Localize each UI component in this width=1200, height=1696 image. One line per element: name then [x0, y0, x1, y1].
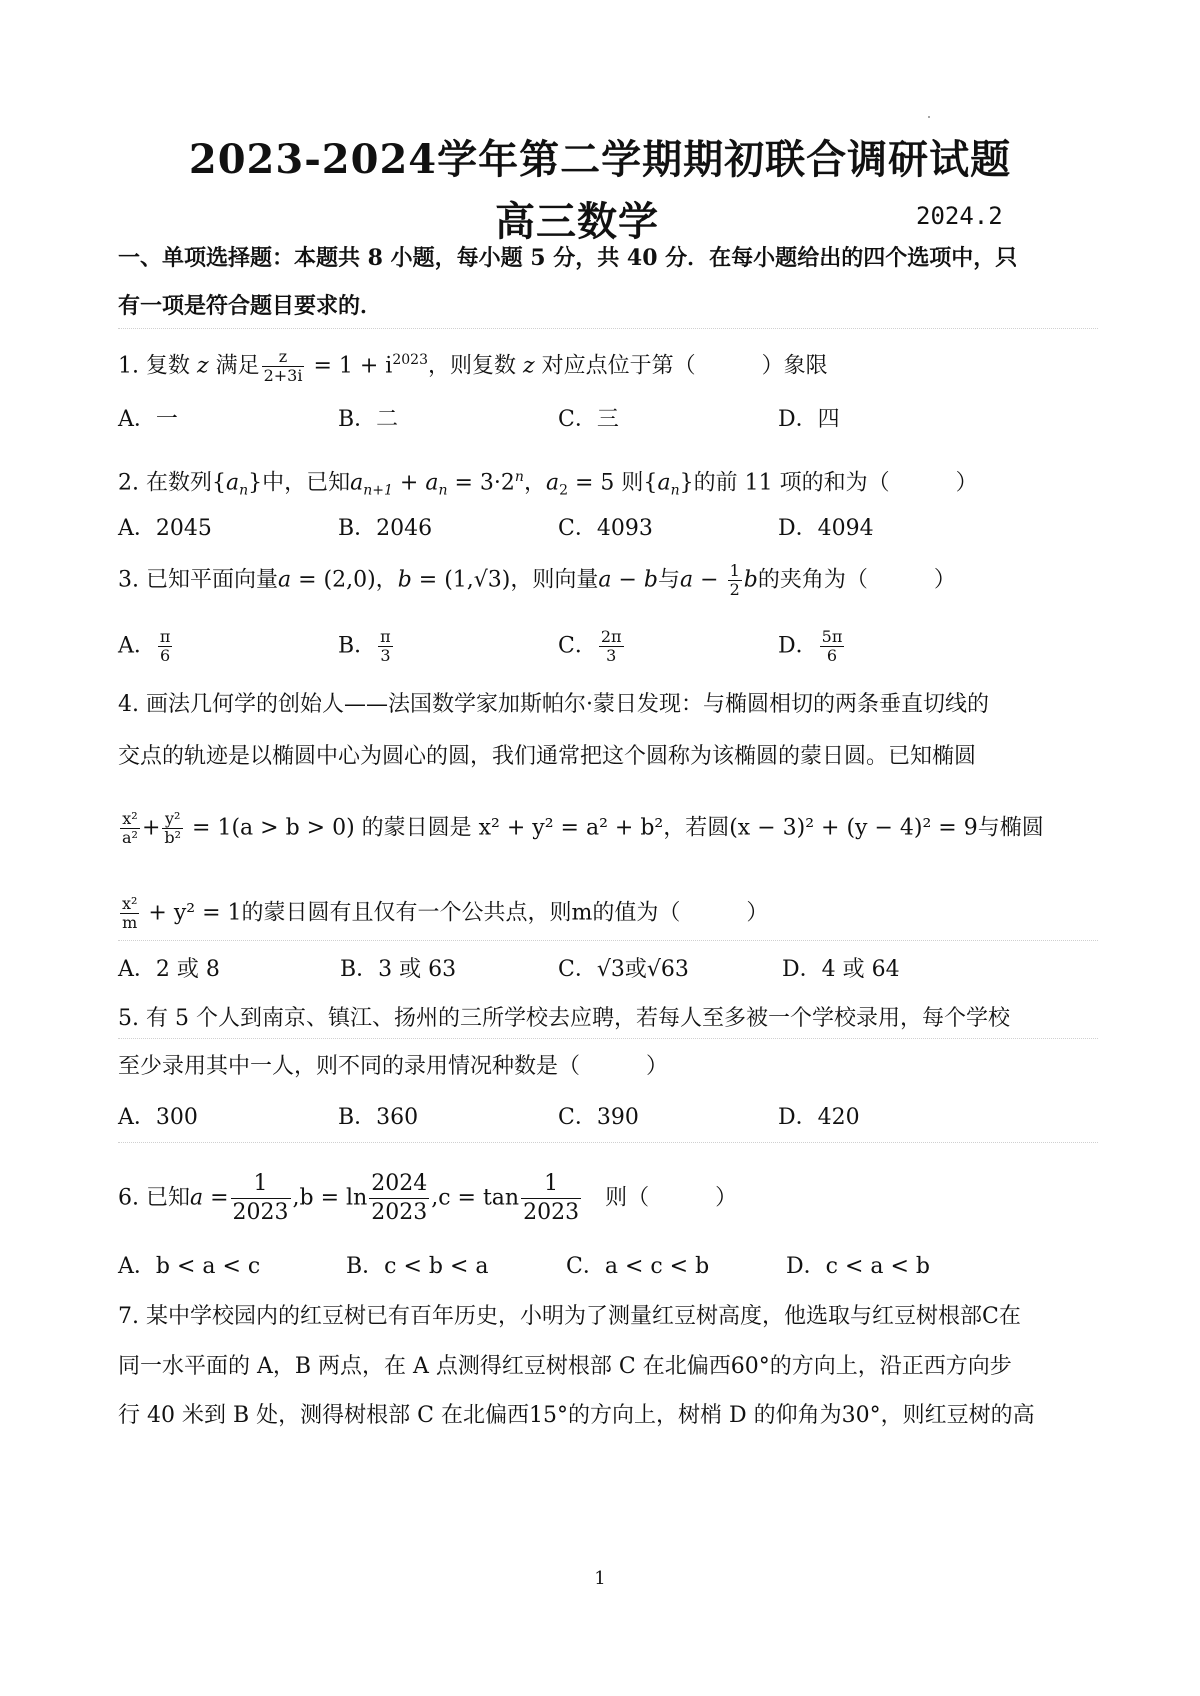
q4-option-d: D．4 或 64: [782, 957, 900, 982]
exam-date: 2024.2: [916, 202, 1003, 230]
q5-option-d: D．420: [778, 1105, 860, 1130]
q6-option-b: B．c < b < a: [346, 1254, 489, 1279]
q6-option-a: A．b < a < c: [118, 1254, 261, 1279]
dotted-divider: [118, 1142, 1098, 1143]
q3-option-c: C． $\frac{2\pi}{3}$: [558, 627, 622, 665]
q5-option-a: A．300: [118, 1105, 198, 1130]
q2-option-a: A．2045: [118, 516, 212, 541]
section-1-line-1: 一、单项选择题：本题共 8 小题，每小题 5 分，共 40 分．在每小题给出的四个选项中，只: [118, 245, 1018, 271]
scan-speck: [928, 116, 930, 118]
q4-option-c: C．√3或√63: [558, 957, 689, 982]
question-4-line-1: 4. 画法几何学的创始人——法国数学家加斯帕尔·蒙日发现：与椭圆相切的两条垂直切线的: [118, 692, 989, 717]
q1-option-b: B．二: [338, 407, 399, 432]
question-1: 1. 复数 z 满足 $\frac{z}{2+3i}$ = $1 + i^{2023}$，则复数 z 对应点位于第（ ）象限: [118, 346, 828, 385]
question-7-line-3: 行 40 米到 B 处，测得树根部 C 在北偏西15°的方向上，树梢 D 的仰角为30°，则红豆树的高: [118, 1403, 1035, 1428]
dotted-divider: [118, 1038, 1098, 1039]
question-7-line-2: 同一水平面的 A，B 两点，在 A 点测得红豆树根部 C 在北偏西60°的方向上，沿正西方向步: [118, 1354, 1012, 1379]
dotted-divider: [118, 940, 1098, 941]
question-3: 3. 已知平面向量a = (2,0)，b = (1,√3)，则向量a − b与a − $\frac{1}{2}$ b的夹角为（ ）: [118, 561, 956, 599]
q4-option-a: A．2 或 8: [118, 957, 220, 982]
q1-fraction: $\frac{z}{2+3i}$: [263, 346, 303, 385]
question-5-line-1: 5. 有 5 个人到南京、镇江、扬州的三所学校去应聘，若每人至多被一个学校录用，每个学校: [118, 1006, 1010, 1031]
dotted-divider: [118, 328, 1098, 329]
q2-option-c: C．4093: [558, 516, 653, 541]
q1-option-d: D．四: [778, 407, 840, 432]
q5-option-b: B．360: [338, 1105, 419, 1130]
q3-option-d: D． $\frac{5\pi}{6}$: [778, 627, 843, 665]
q6-option-d: D．c < a < b: [786, 1254, 930, 1279]
question-4-line-3: $\frac{\text{x²}}{\text{a²}}$ + $\frac{\text{y²}}{\text{b²}}$ = 1(a > b > 0) 的蒙日圆是 x² + y² = a² + b²，若圆(x − 3)² + (y − 4)² = 9与椭圆: [122, 809, 1044, 847]
q6-option-c: C．a < c < b: [566, 1254, 710, 1279]
question-6: 6. 已知a = $\frac{1}{2023}$ ,b = ln $\frac{2024}{2023}$ ,c = tan $\frac{1}{2023}$ 则（ ）: [118, 1171, 738, 1225]
q3-option-a: A． $\frac{\pi}{6}$: [118, 627, 171, 665]
exam-title: 2023-2024学年第二学期期初联合调研试题: [188, 136, 1012, 183]
question-7-line-1: 7. 某中学校园内的红豆树已有百年历史，小明为了测量红豆树高度，他选取与红豆树根部C在: [118, 1304, 1021, 1329]
q2-option-d: D．4094: [778, 516, 874, 541]
q3-option-b: B． $\frac{\pi}{3}$: [338, 627, 391, 665]
question-2: 2. 在数列$\{a_n\}$中，已知$a_{n+1} + a_n = 3\cdot 2^n$，$a_2 = 5$ 则$\{a_n\}$的前 11 项的和为（ ）: [118, 469, 978, 499]
section-1-line-2: 有一项是符合题目要求的．: [118, 293, 383, 319]
q4-option-b: B．3 或 63: [340, 957, 457, 982]
page-number: 1: [594, 1568, 606, 1589]
q1-option-c: C．三: [558, 407, 619, 432]
question-4-line-2: 交点的轨迹是以椭圆中心为圆心的圆，我们通常把这个圆称为该椭圆的蒙日圆。已知椭圆: [118, 744, 977, 769]
q3-half-fraction: $\frac{1}{2}$: [729, 561, 740, 599]
q5-option-c: C．390: [558, 1105, 639, 1130]
exam-subtitle: 高三数学: [495, 198, 659, 245]
question-5-line-2: 至少录用其中一人，则不同的录用情况种数是（ ）: [118, 1054, 669, 1079]
q2-option-b: B．2046: [338, 516, 433, 541]
q1-option-a: A．一: [118, 407, 178, 432]
question-4-line-4: $\frac{\text{x²}}{m}$ + y² = 1的蒙日圆有且仅有一个公共点，则m的值为（ ）: [122, 894, 769, 932]
